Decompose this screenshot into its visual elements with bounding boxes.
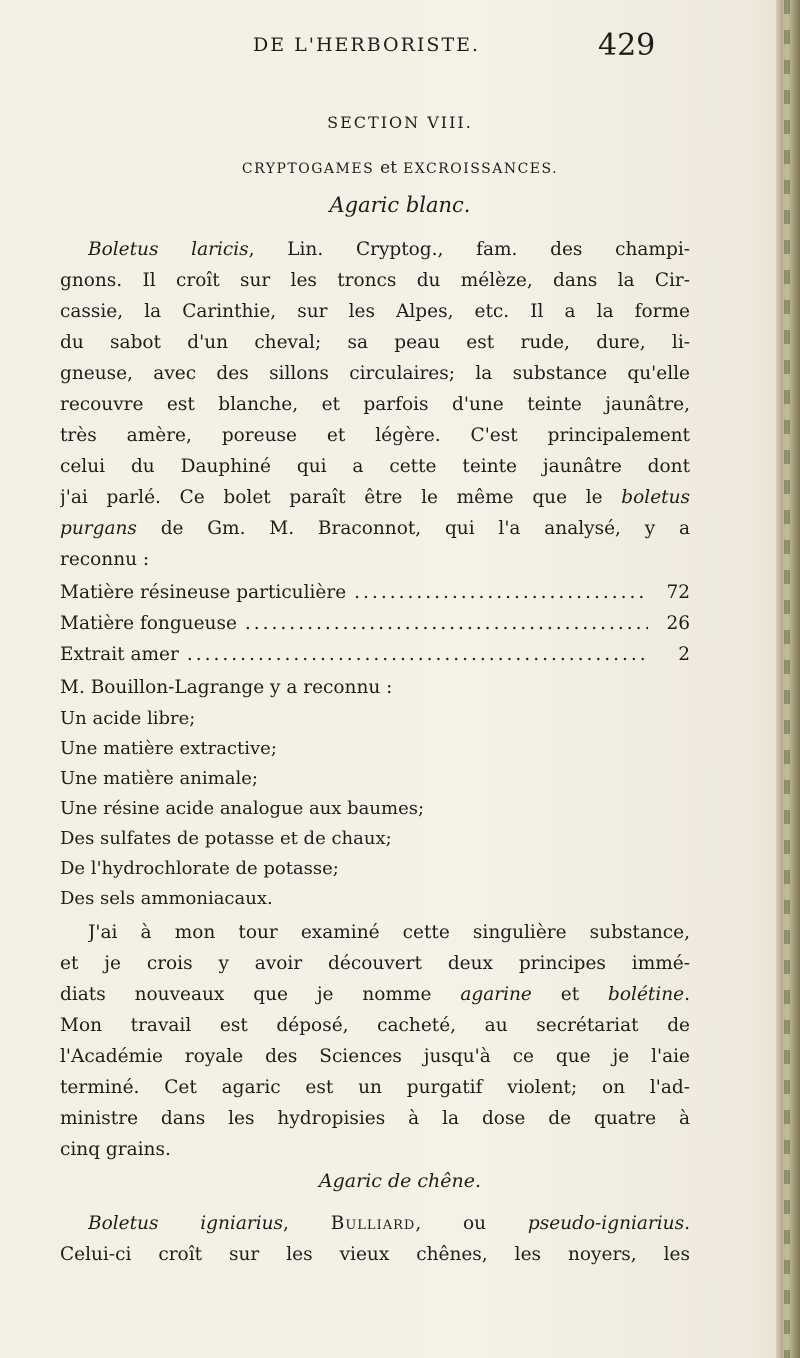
list-item: Une résine acide analogue aux baumes; <box>60 798 425 819</box>
list-item: De l'hydrochlorate de potasse; <box>60 858 339 879</box>
author-name: Bulliard <box>330 1213 416 1234</box>
subsection-heading <box>0 158 800 178</box>
list-item: Des sels ammoniacaux. <box>60 888 273 909</box>
dot-leader <box>354 577 648 608</box>
entry-title-agaric-de-chene: Agaric de chêne. <box>318 1170 482 1192</box>
paragraph-line: Mon travail est déposé, cacheté, au secrétariat de <box>60 1015 690 1036</box>
paragraph-line: diats nouveaux que je nomme agarine et bolétine. <box>60 984 690 1005</box>
paragraph-line: cinq grains. <box>60 1139 171 1160</box>
paragraph-line: terminé. Cet agaric est un purgatif violent; on l'ad- <box>60 1077 690 1098</box>
paragraph-line: j'ai parlé. Ce bolet paraît être le même que le boletus <box>60 487 690 508</box>
paragraph-line: cassie, la Carinthie, sur les Alpes, etc. Il a la forme <box>60 301 690 322</box>
dot-leader <box>245 608 648 639</box>
paragraph-line: purgans de Gm. M. Braconnot, qui l'a analysé, y a <box>60 518 690 539</box>
paragraph-line: ministre dans les hydropisies à la dose de quatre à <box>60 1108 690 1129</box>
bouillon-intro: M. Bouillon-Lagrange y a reconnu : <box>60 677 393 698</box>
paragraph-line: Celui-ci croît sur les vieux chênes, les noyers, les <box>60 1244 690 1265</box>
paragraph-line: Boletus igniarius, Bulliard, ou pseudo-igniarius. <box>88 1213 690 1234</box>
list-item: Une matière animale; <box>60 768 258 789</box>
term-agarine: agarine <box>460 984 532 1005</box>
paragraph-line: reconnu : <box>60 549 150 570</box>
running-header <box>253 28 663 72</box>
analysis-row <box>60 577 690 608</box>
entry-title-agaric-blanc: Agaric blanc. <box>329 193 471 217</box>
list-item: Un acide libre; <box>60 708 196 729</box>
analysis-value: 26 <box>666 613 690 634</box>
section-heading: SECTION VIII. <box>327 113 473 132</box>
paragraph-line: l'Académie royale des Sciences jusqu'à ce que je l'aie <box>60 1046 690 1067</box>
paragraph-line: recouvre est blanche, et parfois d'une teinte jaunâtre, <box>60 394 690 415</box>
species-name: Boletus laricis <box>88 239 249 260</box>
species-name: purgans <box>60 518 137 539</box>
analysis-value: 72 <box>666 582 690 603</box>
paragraph-line: J'ai à mon tour examiné cette singulière substance, <box>88 922 690 943</box>
analysis-row <box>60 639 690 670</box>
species-name: boletus <box>621 487 690 508</box>
species-name: pseudo-igniarius <box>527 1213 685 1234</box>
dot-leader <box>187 639 648 670</box>
paragraph-line: celui du Dauphiné qui a cette teinte jaunâtre dont <box>60 456 690 477</box>
running-title: DE L'HERBORISTE. <box>253 34 481 56</box>
paragraph-line: Boletus laricis, Lin. Cryptog., fam. des champi- <box>88 239 690 260</box>
analysis-row <box>60 608 690 639</box>
paragraph-line: et je crois y avoir découvert deux principes immé- <box>60 953 690 974</box>
subsection-part2: EXCROISSANCES. <box>403 161 559 177</box>
page-number: 429 <box>598 28 656 63</box>
paragraph-line: très amère, poreuse et légère. C'est principalement <box>60 425 690 446</box>
analysis-label: Matière fongueuse <box>60 613 237 634</box>
list-item: Une matière extractive; <box>60 738 277 759</box>
analysis-label: Extrait amer <box>60 644 179 665</box>
subsection-part1: CRYPTOGAMES <box>241 161 375 177</box>
subsection-conjunction: et <box>380 158 398 178</box>
analysis-value: 2 <box>678 644 690 665</box>
term-boletine: bolétine <box>608 984 685 1005</box>
paragraph-line: gneuse, avec des sillons circulaires; la substance qu'elle <box>60 363 690 384</box>
species-name: Boletus igniarius <box>88 1213 284 1234</box>
list-item: Des sulfates de potasse et de chaux; <box>60 828 392 849</box>
paragraph-line: du sabot d'un cheval; sa peau est rude, dure, li- <box>60 332 690 353</box>
paragraph-line: gnons. Il croît sur les troncs du mélèze, dans la Cir- <box>60 270 690 291</box>
analysis-label: Matière résineuse particulière <box>60 582 347 603</box>
